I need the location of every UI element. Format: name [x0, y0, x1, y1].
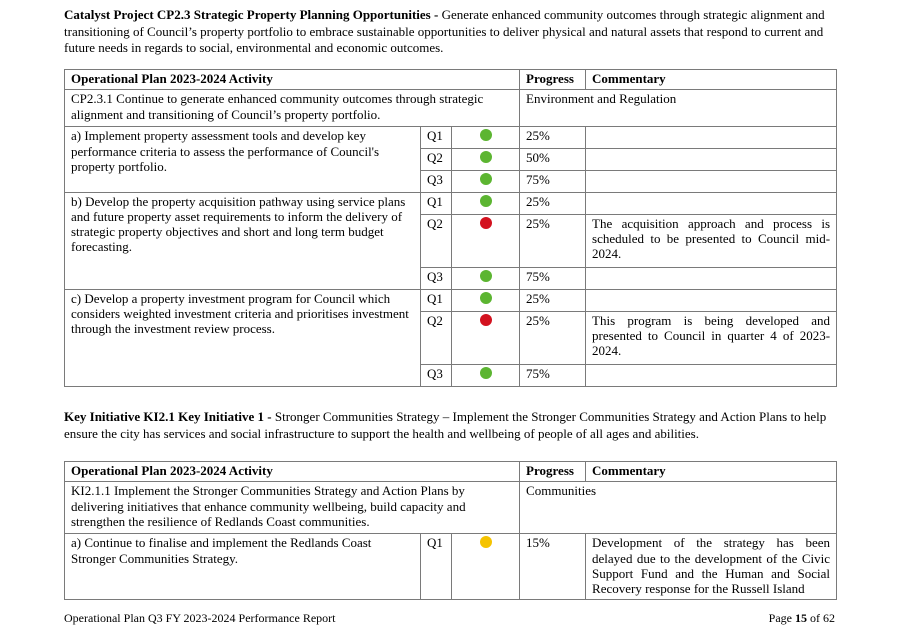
main-progress: Environment and Regulation	[520, 90, 837, 127]
progress-value: 25%	[520, 192, 586, 214]
status-dot-icon	[480, 270, 492, 282]
progress-value: 75%	[520, 170, 586, 192]
main-activity: CP2.3.1 Continue to generate enhanced community outcomes through strategic alignment and transitioning of Council’s property portfolio.	[65, 90, 520, 127]
commentary: Development of the strategy has been delayed due to the development of the Civic Support Fund and the Human and Social Recovery response for the Russell Island	[586, 534, 837, 600]
heading-bold: Key Initiative KI2.1 Key Initiative 1 -	[64, 409, 272, 424]
status-dot-icon	[480, 536, 492, 548]
activity-text: a) Continue to finalise and implement the Redlands Coast Stronger Communities Strategy.	[65, 534, 421, 600]
header-activity: Operational Plan 2023-2024 Activity	[65, 70, 520, 90]
status-cell	[452, 170, 520, 192]
progress-value: 25%	[520, 289, 586, 311]
quarter-label: Q2	[421, 311, 452, 364]
commentary: This program is being developed and presented to Council in quarter 4 of 2023-2024.	[586, 311, 837, 364]
table-row	[65, 289, 837, 311]
table-header-row	[65, 462, 837, 482]
footer-page-number	[769, 611, 835, 625]
activity-text: a) Implement property assessment tools and develop key performance criteria to assess the performance of Council's property portfolio.	[65, 127, 421, 192]
progress-value: 75%	[520, 364, 586, 386]
progress-value: 50%	[520, 148, 586, 170]
progress-value: 25%	[520, 214, 586, 267]
heading-text: Stronger Communities Strategy – Implement the Stronger Communities Strategy and Action Plans to help ensure the city has services and social infrastructure to support the health and wellbeing of people of all ages and abilities.	[64, 409, 827, 441]
commentary	[586, 364, 837, 386]
status-cell	[452, 364, 520, 386]
status-cell	[452, 192, 520, 214]
progress-value: 25%	[520, 127, 586, 148]
progress-value: 15%	[520, 534, 586, 600]
commentary	[586, 148, 837, 170]
status-dot-icon	[480, 217, 492, 229]
quarter-label: Q2	[421, 214, 452, 267]
footer-report-title: Operational Plan Q3 FY 2023-2024 Performance Report	[64, 611, 336, 625]
activity-table-ki21	[64, 461, 837, 600]
header-progress: Progress	[520, 70, 586, 90]
page-suffix: of 62	[807, 611, 835, 625]
header-activity: Operational Plan 2023-2024 Activity	[65, 462, 520, 482]
commentary	[586, 289, 837, 311]
section-heading-cp23	[64, 7, 839, 57]
header-commentary: Commentary	[586, 70, 837, 90]
header-commentary: Commentary	[586, 462, 837, 482]
quarter-label: Q1	[421, 534, 452, 600]
status-dot-icon	[480, 151, 492, 163]
table-header-row	[65, 70, 837, 90]
header-progress: Progress	[520, 462, 586, 482]
status-cell	[452, 311, 520, 364]
main-progress: Communities	[520, 482, 837, 534]
quarter-label: Q1	[421, 192, 452, 214]
commentary	[586, 267, 837, 289]
status-cell	[452, 214, 520, 267]
activity-text: c) Develop a property investment program for Council which considers weighted investment criteria and prioritises investment through the investment review process.	[65, 289, 421, 386]
page-number: 15	[795, 611, 807, 625]
table-row	[65, 192, 837, 214]
main-activity: KI2.1.1 Implement the Stronger Communities Strategy and Action Plans by delivering initiatives that enhance community wellbeing, build capacity and strengthen the resilience of Redlands Coast communities.	[65, 482, 520, 534]
status-dot-icon	[480, 314, 492, 326]
quarter-label: Q3	[421, 364, 452, 386]
heading-text: Generate enhanced community outcomes through strategic alignment and transitioning of Council’s property portfolio to embrace sustainable opportunities to deliver physical and natural assets that respond to current and future needs in regards to social, environmental and economic outcomes.	[64, 7, 825, 55]
status-cell	[452, 289, 520, 311]
section-heading-ki21	[64, 409, 839, 442]
commentary	[586, 127, 837, 148]
progress-value: 25%	[520, 311, 586, 364]
quarter-label: Q2	[421, 148, 452, 170]
quarter-label: Q1	[421, 127, 452, 148]
status-cell	[452, 127, 520, 148]
table-row	[65, 127, 837, 148]
status-dot-icon	[480, 129, 492, 141]
heading-bold: Catalyst Project CP2.3 Strategic Property Planning Opportunities -	[64, 7, 439, 22]
activity-text: b) Develop the property acquisition pathway using service plans and future property asset requirements to inform the delivery of strategic property objectives and short and long term budget forecasting.	[65, 192, 421, 289]
status-cell	[452, 534, 520, 600]
progress-value: 75%	[520, 267, 586, 289]
commentary	[586, 170, 837, 192]
table-row	[65, 90, 837, 127]
page-prefix: Page	[768, 611, 795, 625]
quarter-label: Q3	[421, 267, 452, 289]
status-dot-icon	[480, 195, 492, 207]
status-dot-icon	[480, 367, 492, 379]
status-dot-icon	[480, 292, 492, 304]
commentary	[586, 192, 837, 214]
table-row	[65, 482, 837, 534]
status-dot-icon	[480, 173, 492, 185]
activity-table-cp23	[64, 69, 837, 387]
quarter-label: Q3	[421, 170, 452, 192]
status-cell	[452, 267, 520, 289]
status-cell	[452, 148, 520, 170]
commentary: The acquisition approach and process is scheduled to be presented to Council mid-2024.	[586, 214, 837, 267]
table-row	[65, 534, 837, 600]
quarter-label: Q1	[421, 289, 452, 311]
